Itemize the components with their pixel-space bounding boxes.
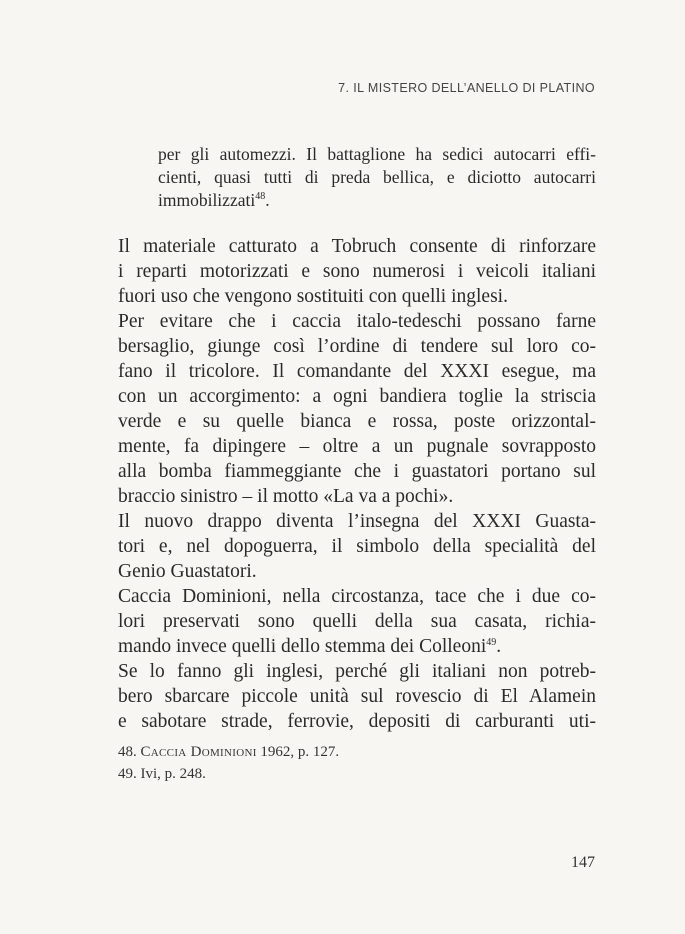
text-line: Per evitare che i caccia italo-tedeschi possano farne: [118, 311, 596, 332]
footnote-48: 48. Caccia Dominioni 1962, p. 127.: [118, 744, 340, 760]
text-line: mando invece quelli dello stemma dei Colleoni$^{49}$.: [118, 636, 502, 657]
quote-line: immobilizzati$^{48}$.: [158, 190, 270, 210]
quote-line: per gli automezzi. Il battaglione ha sedici autocarri effi-: [158, 144, 596, 164]
footnote-ref-49[interactable]: 49: [486, 637, 497, 648]
quote-line: cienti, quasi tutti di preda bellica, e diciotto autocarri: [158, 167, 596, 187]
footnotes: [118, 741, 518, 785]
text-line: Il materiale catturato a Tobruch consente di rinforzare: [118, 236, 596, 257]
text-line: Genio Guastatori.: [118, 561, 257, 582]
text-line: fano il tricolore. Il comandante del XXXI esegue, ma: [118, 361, 596, 382]
text-line: braccio sinistro – il motto «La va a pochi».: [118, 486, 454, 507]
block-quote: [158, 143, 596, 212]
text-line: mente, fa dipingere – oltre a un pugnale sovrapposto: [118, 436, 596, 457]
text-line: verde e su quelle bianca e rossa, poste orizzontal-: [118, 411, 596, 432]
footnote-49: 49. Ivi, p. 248.: [118, 766, 206, 782]
text-line: bersaglio, giunge così l’ordine di tendere sul loro co-: [118, 336, 596, 357]
text-line: Caccia Dominioni, nella circostanza, tace che i due co-: [118, 586, 596, 607]
text-line: fuori uso che vengono sostituiti con quelli inglesi.: [118, 286, 508, 307]
text-line: Il nuovo drappo diventa l’insegna del XXXI Guasta-: [118, 511, 596, 532]
text-line: i reparti motorizzati e sono numerosi i veicoli italiani: [118, 261, 596, 282]
text-line: lori preservati sono quelli della sua casata, richia-: [118, 611, 596, 632]
text-line: bero sbarcare piccole unità sul rovescio di El Alamein: [118, 686, 596, 707]
text-line: Se lo fanno gli inglesi, perché gli italiani non potreb-: [118, 661, 596, 682]
footnote-author: Caccia Dominioni: [140, 744, 257, 760]
page-number: 147: [571, 854, 595, 871]
text-line: tori e, nel dopoguerra, il simbolo della specialità del: [118, 536, 596, 557]
footnote-ref-48[interactable]: 48: [255, 191, 266, 202]
text-line: e sabotare strade, ferrovie, depositi di carburanti uti-: [118, 711, 596, 732]
text-line: con un accorgimento: a ogni bandiera toglie la striscia: [118, 386, 596, 407]
running-head: 7. IL MISTERO DELL’ANELLO DI PLATINO: [338, 81, 595, 95]
text-line: alla bomba fiammeggiante che i guastatori portano sul: [118, 461, 596, 482]
body-text: [118, 234, 596, 734]
